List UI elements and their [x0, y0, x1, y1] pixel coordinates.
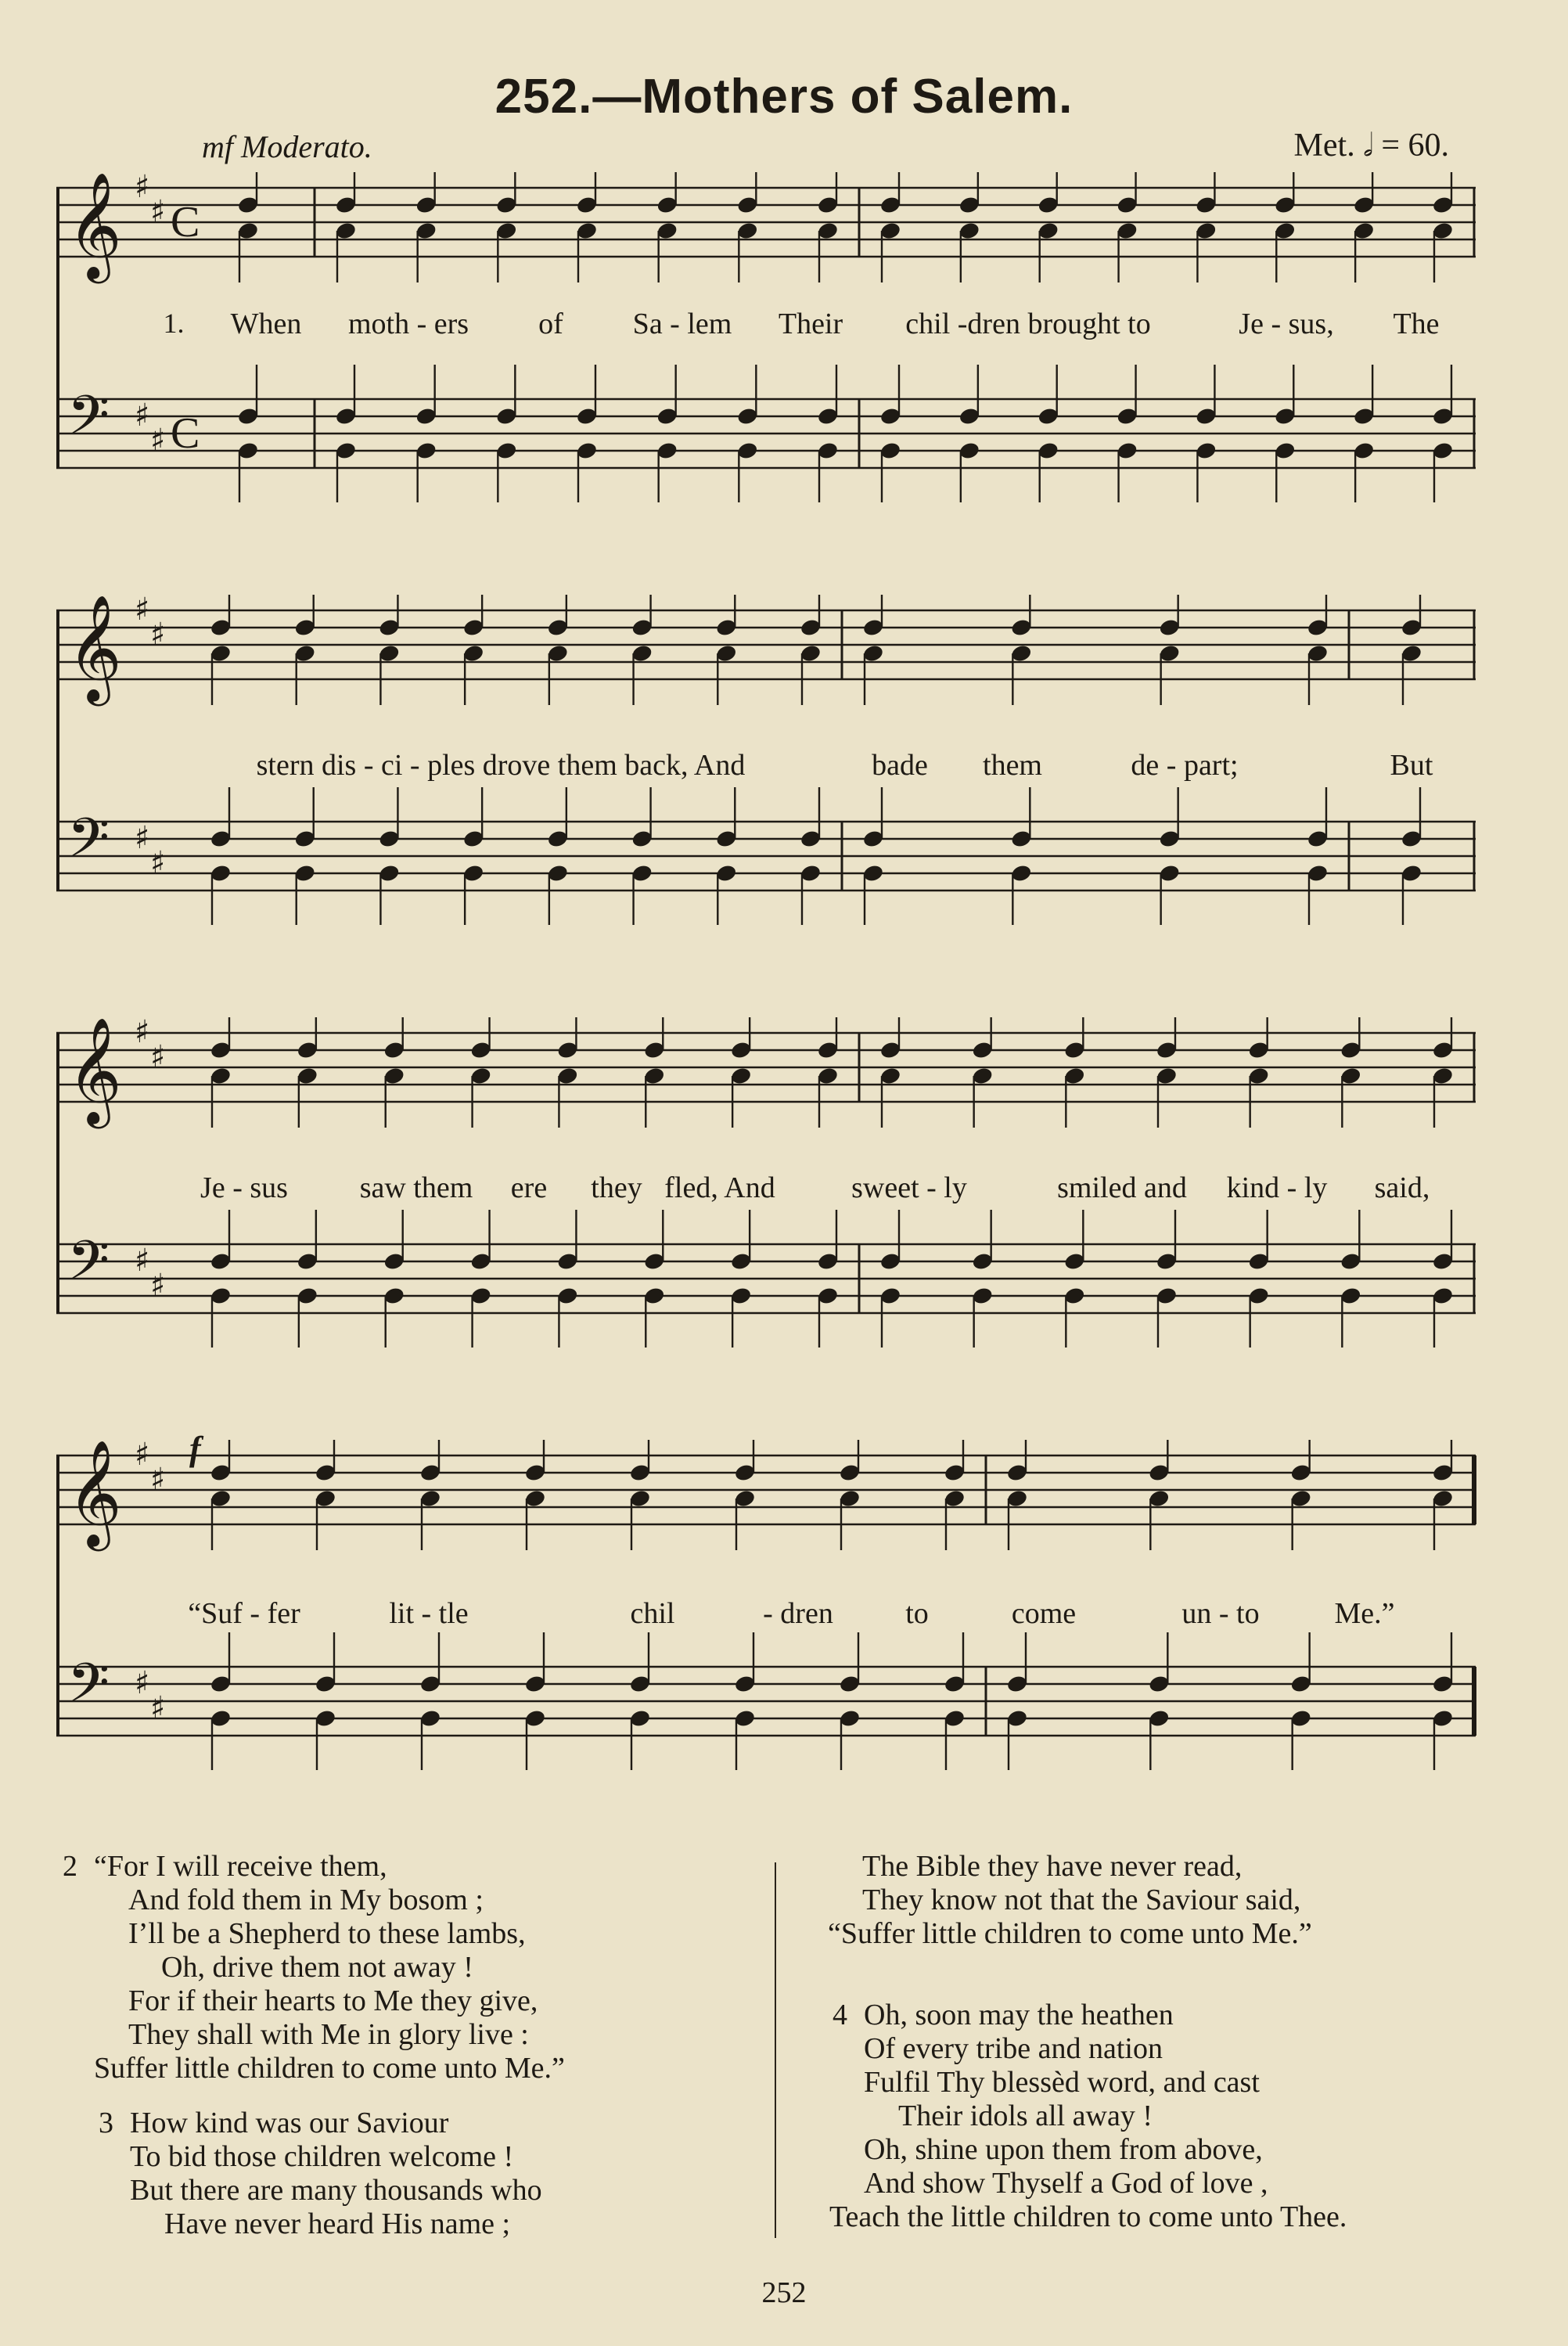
lyric-syllable: Their	[778, 308, 843, 340]
half-note-icon: 𝅗𝅥	[1363, 128, 1373, 164]
verse-line: How kind was our Saviour	[130, 2107, 449, 2139]
sharp-icon: ♯	[135, 398, 150, 434]
lyric-syllable: they	[591, 1171, 642, 1204]
verse-line: Teach the little children to come unto Thee.	[829, 2200, 1347, 2233]
sharp-icon: ♯	[150, 1462, 166, 1498]
lyric-syllable: Je - sus,	[1239, 308, 1334, 340]
lyric-syllable: chil -dren brought to	[905, 308, 1151, 340]
verse-number: 4	[833, 1999, 847, 2031]
verse-line: They shall with Me in glory live :	[128, 2018, 529, 2051]
sharp-icon: ♯	[135, 595, 150, 628]
verse-line: Oh, drive them not away !	[161, 1951, 473, 1984]
lyric-syllable: them	[983, 749, 1042, 782]
verse-line: Have never heard His name ;	[164, 2207, 511, 2240]
lyric-syllable: - dren	[763, 1597, 833, 1630]
lyric-syllable: But	[1390, 749, 1433, 782]
sharp-icon: ♯	[150, 1690, 166, 1726]
time-signature: C	[171, 198, 200, 246]
bass-clef-icon: 𝄢	[67, 383, 110, 460]
sharp-icon: ♯	[150, 1268, 166, 1304]
lyric-syllable: Sa - lem	[632, 308, 732, 340]
forte-marking: f	[189, 1430, 201, 1468]
time-signature: C	[171, 409, 200, 458]
lyric-syllable: chil	[630, 1597, 675, 1630]
lyric-syllable: un - to	[1181, 1597, 1260, 1630]
lyric-syllable: moth - ers	[347, 308, 469, 340]
verse-line: Suffer little children to come unto Me.”	[94, 2052, 565, 2085]
treble-clef-icon: 𝄞	[67, 172, 122, 279]
treble-clef-icon: 𝄞	[67, 595, 122, 701]
verse-line: For if their hearts to Me they give,	[128, 1984, 538, 2017]
verse-line: And show Thyself a God of love ,	[864, 2167, 1268, 2200]
verse-number: 2	[63, 1850, 77, 1883]
lyric-syllable: de - part;	[1131, 749, 1239, 782]
verse-line: They know not that the Saviour said,	[862, 1884, 1301, 1916]
verse-3	[99, 2107, 542, 2241]
music-system-2	[56, 595, 1477, 939]
lyric-syllable: saw them	[359, 1171, 473, 1204]
dynamic-marking: mf Moderato.	[202, 129, 372, 164]
verse-line: Oh, soon may the heathen	[864, 1999, 1174, 2031]
lyric-syllable: “Suf - fer	[188, 1597, 300, 1630]
verse-line: The Bible they have never read,	[862, 1850, 1243, 1883]
lyric-syllable: The	[1393, 308, 1440, 340]
verse-number: 3	[99, 2107, 113, 2139]
metronome-label: Met.	[1293, 128, 1355, 164]
verse-line: “For I will receive them,	[94, 1850, 387, 1883]
sharp-icon: ♯	[135, 1017, 150, 1050]
lyric-syllable: said,	[1374, 1171, 1430, 1204]
metronome-marking	[1294, 127, 1449, 164]
hymn-title: 252.—Mothers of Salem.	[494, 70, 1074, 124]
treble-clef-icon: 𝄞	[67, 1440, 122, 1546]
bass-clef-icon: 𝄢	[67, 1229, 110, 1305]
sharp-icon: ♯	[135, 1243, 150, 1279]
metronome-value: = 60.	[1381, 128, 1449, 164]
lyric-syllable: smiled and	[1057, 1171, 1187, 1204]
sharp-icon: ♯	[150, 845, 166, 881]
lyric-syllable: Me.”	[1334, 1597, 1395, 1630]
verse-line: “Suffer little children to come unto Me.”	[828, 1917, 1312, 1950]
sharp-icon: ♯	[135, 1440, 150, 1473]
lyric-syllable: fled, And	[664, 1171, 775, 1204]
lyric-syllable: ere	[510, 1171, 548, 1204]
verse-line: Oh, shine upon them from above,	[864, 2133, 1263, 2166]
column-divider	[775, 1862, 776, 2238]
verse-number: 1.	[163, 308, 185, 339]
lyric-syllable: Je - sus	[200, 1171, 288, 1204]
verse-line: Fulfil Thy blessèd word, and cast	[864, 2066, 1260, 2099]
verse-line: Of every tribe and nation	[864, 2032, 1163, 2065]
sharp-icon: ♯	[135, 1665, 150, 1701]
sharp-icon: ♯	[150, 423, 166, 459]
lyric-syllable: bade	[872, 749, 928, 782]
music-system-1	[56, 172, 1477, 516]
lyric-syllable: stern dis - ci - ples drove them back, And	[256, 749, 746, 782]
bass-clef-icon: 𝄢	[67, 806, 110, 883]
verse-4	[829, 1999, 1347, 2234]
lyric-syllable: sweet - ly	[851, 1171, 967, 1204]
sharp-icon: ♯	[135, 172, 150, 205]
bass-clef-icon: 𝄢	[67, 1651, 110, 1728]
sharp-icon: ♯	[150, 194, 166, 230]
lyric-syllable: of	[538, 308, 563, 340]
lyric-syllable: kind - ly	[1226, 1171, 1328, 1204]
verse-line: And fold them in My bosom ;	[128, 1884, 484, 1916]
music-system-4	[56, 1430, 1477, 1800]
sharp-icon: ♯	[150, 1039, 166, 1075]
verse-line: I’ll be a Shepherd to these lambs,	[128, 1917, 526, 1950]
lyric-syllable: When	[230, 308, 302, 340]
lyric-syllable: lit - tle	[389, 1597, 469, 1630]
lyric-syllable: come	[1011, 1597, 1077, 1630]
lyric-syllable: to	[905, 1597, 929, 1630]
music-system-3	[56, 1017, 1477, 1362]
sharp-icon: ♯	[135, 820, 150, 856]
verse-line: To bid those children welcome !	[130, 2140, 514, 2173]
verse-3-continued	[828, 1850, 1312, 1951]
staff-lines	[56, 172, 1477, 516]
verse-2	[63, 1850, 565, 2085]
sharp-icon: ♯	[150, 617, 166, 653]
page-number: 252	[761, 2276, 807, 2309]
treble-clef-icon: 𝄞	[67, 1017, 122, 1124]
verse-line: But there are many thousands who	[130, 2174, 542, 2207]
verse-line: Their idols all away !	[898, 2100, 1153, 2132]
